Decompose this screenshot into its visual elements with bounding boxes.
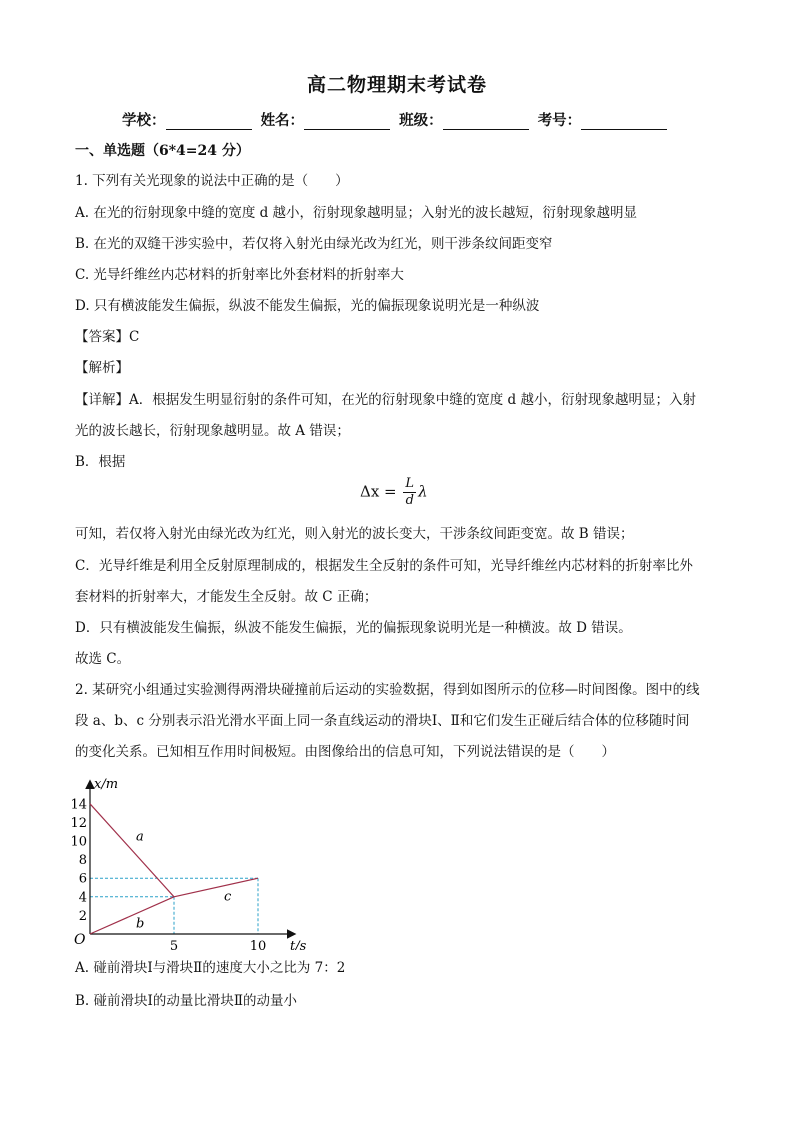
- exam-no-label: 考号：: [537, 112, 582, 129]
- student-info-row: [122, 109, 682, 130]
- q1-conclusion: 故选 C。: [75, 651, 131, 667]
- y-tick-label-12: 12: [70, 815, 87, 831]
- q1-stem: 1. 下列有关光现象的说法中正确的是（ ）: [75, 173, 349, 189]
- y-tick-label-8: 8: [78, 853, 87, 869]
- series-line-c: [174, 878, 258, 897]
- origin-label: O: [74, 932, 86, 948]
- q1-detail-a-line2: 光的波长越长，衍射现象越明显。故 A 错误；: [75, 423, 350, 439]
- x-axis-label: t/s: [290, 939, 307, 950]
- formula-fraction: [403, 476, 416, 509]
- q1-option-a: A. 在光的衍射现象中缝的宽度 d 越小，衍射现象越明显；入射光的波长越短，衍射现象越明显: [75, 205, 638, 221]
- q1-detail-b-tail: 可知，若仅将入射光由绿光改为红光，则入射光的波长变大，干涉条纹间距变宽。故 B 错误；: [75, 526, 634, 542]
- q1-detail-d: D．只有横波能发生偏振，纵波不能发生偏振，光的偏振现象说明光是一种横波。故 D 错误。: [75, 620, 632, 636]
- y-axis-label: x/m: [94, 776, 119, 792]
- q2-stem-line1: 2. 某研究小组通过实验测得两滑块碰撞前后运动的实验数据，得到如图所示的位移—时间图像。图中的线: [75, 682, 700, 698]
- page-title: 高二物理期末考试卷: [306, 74, 487, 96]
- answer-tag: 【答案】: [75, 329, 129, 345]
- q2-stem-line3: 的变化关系。已知相互作用时间极短。由图像给出的信息可知，下列说法错误的是（ ）: [75, 744, 615, 760]
- x-tick-label-5: 5: [169, 939, 179, 950]
- q1-option-b: B. 在光的双缝干涉实验中，若仅将入射光由绿光改为红光，则干涉条纹间距变窄: [75, 236, 553, 252]
- series-line-a: [90, 804, 174, 897]
- y-tick-label-6: 6: [78, 871, 87, 887]
- formula-tail: λ: [418, 482, 428, 501]
- series-label-b: b: [136, 916, 145, 932]
- school-label: 学校：: [122, 112, 166, 129]
- formula-numerator: L: [405, 476, 415, 491]
- q1-detail-c-line2: 套材料的折射率大，才能发生全反射。故 C 正确；: [75, 589, 378, 605]
- section-heading: 一、单选题（6*4=24 分）: [75, 143, 250, 159]
- guide-lines: [90, 878, 258, 934]
- y-tick-label-10: 10: [70, 834, 87, 850]
- q2-option-a: A. 碰前滑块Ⅰ与滑块Ⅱ的速度大小之比为 7：2: [75, 960, 346, 976]
- y-tick-labels: [70, 797, 87, 924]
- q1-option-d: D. 只有横波能发生偏振，纵波不能发生偏振，光的偏振现象说明光是一种纵波: [75, 298, 540, 314]
- series-label-a: a: [136, 829, 144, 845]
- position-time-graph: [60, 770, 330, 950]
- q1-analysis-tag: 【解析】: [75, 360, 129, 376]
- series-label-c: c: [224, 889, 232, 905]
- q2-stem-line2: 段 a、b、c 分别表示沿光滑水平面上同一条直线运动的滑块Ⅰ、Ⅱ和它们发生正碰后结合体的位移随时间: [75, 713, 690, 729]
- y-tick-label-14: 14: [70, 797, 87, 813]
- school-blank[interactable]: [166, 115, 252, 130]
- q1-detail-b-head: B．根据: [75, 454, 126, 470]
- class-label: 班级：: [399, 112, 443, 129]
- q1-answer: [75, 327, 139, 347]
- q2-option-b: B. 碰前滑块Ⅰ的动量比滑块Ⅱ的动量小: [75, 993, 298, 1009]
- detail-tag: 【详解】: [75, 392, 129, 408]
- q1-detail-a-line1: [75, 390, 696, 410]
- x-tick-label-10: 10: [249, 939, 267, 950]
- name-blank[interactable]: [304, 115, 390, 130]
- answer-value: C: [129, 329, 140, 345]
- y-tick-label-4: 4: [78, 890, 87, 906]
- series-line-b: [90, 897, 174, 934]
- y-tick-label-2: 2: [78, 908, 87, 924]
- name-label: 姓名：: [260, 112, 305, 129]
- x-tick-labels: [170, 939, 266, 950]
- formula-fringe-spacing: [360, 476, 428, 509]
- detail-a-text: A．根据发生明显衍射的条件可知，在光的衍射现象中缝的宽度 d 越小，衍射现象越明显；入射: [129, 392, 696, 408]
- q1-detail-c-line1: C．光导纤维是利用全反射原理制成的，根据发生全反射的条件可知，光导纤维丝内芯材料的折射率比外: [75, 558, 693, 574]
- q1-option-c: C. 光导纤维丝内芯材料的折射率比外套材料的折射率大: [75, 267, 404, 283]
- class-blank[interactable]: [443, 115, 529, 130]
- formula-lhs: Δx =: [360, 482, 397, 501]
- formula-denominator: d: [405, 493, 414, 508]
- exam-no-blank[interactable]: [581, 115, 667, 130]
